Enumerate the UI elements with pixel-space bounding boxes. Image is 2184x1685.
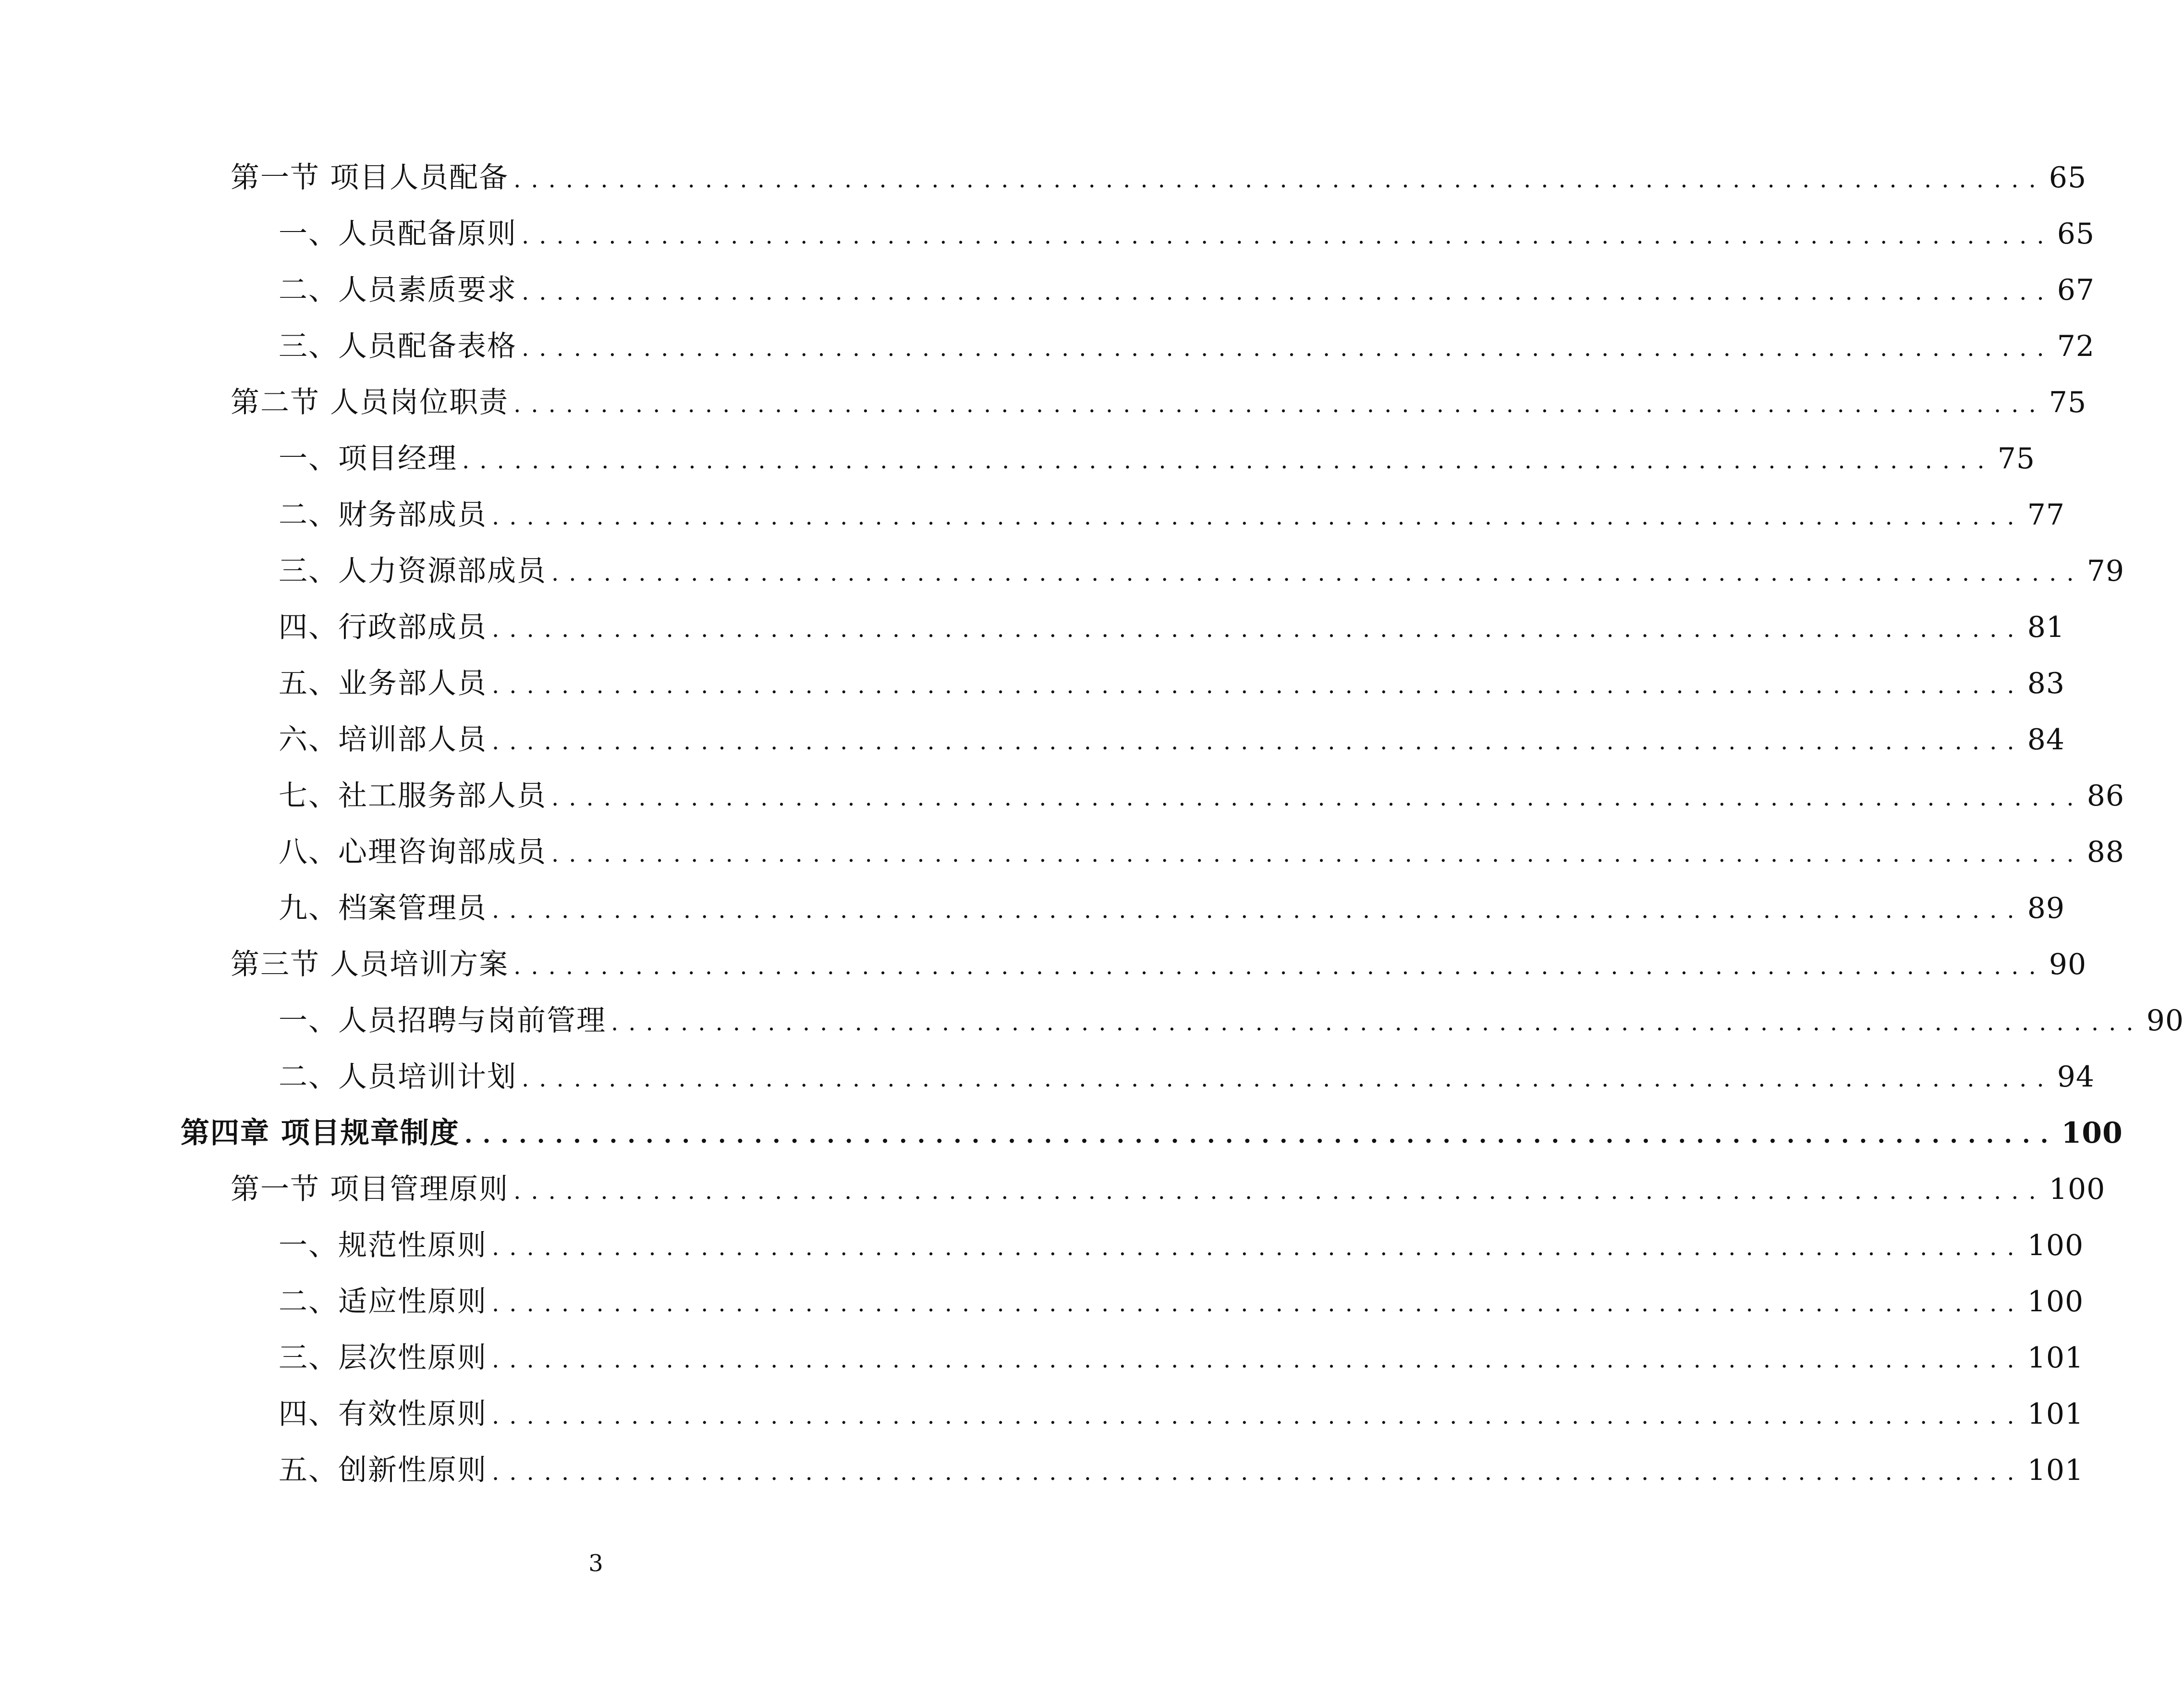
toc-entry-page: 101 — [2027, 1341, 2084, 1375]
toc-entry-title: 六、培训部人员 — [279, 723, 487, 757]
toc-entry[interactable] — [279, 1221, 2084, 1270]
toc-entry-page: 81 — [2027, 611, 2065, 644]
toc-entry-page: 75 — [2049, 386, 2087, 419]
toc-leader-dots: ........................................................................................ — [513, 391, 2046, 418]
toc-leader-dots: ........................................................................................ — [513, 1178, 2046, 1205]
toc-entry-title: 一、规范性原则 — [279, 1229, 487, 1262]
toc-entry[interactable] — [231, 154, 2087, 202]
toc-entry-page: 90 — [2146, 1004, 2184, 1038]
toc-entry-page: 72 — [2057, 330, 2095, 363]
toc-entry[interactable] — [279, 659, 2065, 708]
toc-entry-title: 八、心理咨询部成员 — [279, 835, 547, 869]
toc-entry[interactable] — [279, 1390, 2084, 1438]
toc-entry[interactable] — [279, 1053, 2095, 1101]
toc-entry[interactable] — [279, 1278, 2084, 1326]
toc-entry-page: 79 — [2086, 554, 2125, 588]
toc-entry-page: 101 — [2027, 1397, 2084, 1431]
toc-entry-page: 89 — [2027, 891, 2065, 925]
toc-entry[interactable] — [231, 379, 2087, 427]
toc-entry-title: 第四章 项目规章制度 — [181, 1116, 460, 1150]
toc-entry-title: 二、财务部成员 — [279, 498, 487, 532]
toc-entry-title: 一、项目经理 — [279, 442, 457, 476]
toc-entry[interactable] — [279, 772, 2125, 820]
toc-entry[interactable] — [279, 1446, 2084, 1494]
toc-leader-dots: ........................................................................................ — [492, 672, 2025, 699]
toc-leader-dots: ........................................................................................ — [462, 447, 1995, 474]
toc-entry-page: 77 — [2027, 498, 2065, 532]
toc-entry[interactable] — [279, 997, 2184, 1045]
toc-leader-dots: ........................................................................................ — [492, 728, 2025, 755]
toc-entry-title: 三、人力资源部成员 — [279, 554, 547, 588]
toc-leader-dots: ........................................................................................ — [492, 1346, 2025, 1373]
toc-entry-title: 第一节 项目管理原则 — [231, 1172, 509, 1206]
toc-entry-chapter[interactable] — [181, 1109, 2123, 1157]
toc-entry-title: 二、人员素质要求 — [279, 273, 517, 307]
toc-leader-dots: ........................................................................................ — [492, 1290, 2025, 1317]
toc-entry-page: 90 — [2049, 948, 2087, 981]
toc-leader-dots: ........................................................................................ — [522, 222, 2054, 249]
toc-entry-page: 86 — [2086, 779, 2125, 813]
toc-entry[interactable] — [279, 547, 2125, 595]
toc-entry[interactable] — [279, 210, 2095, 258]
toc-leader-dots: ........................................................................................ — [492, 616, 2025, 643]
toc-leader-dots: ........................................................................................ — [522, 1065, 2054, 1092]
toc-entry-page: 83 — [2027, 667, 2065, 700]
toc-entry[interactable] — [279, 884, 2065, 932]
toc-entry-page: 94 — [2057, 1060, 2095, 1094]
toc-entry-page: 100 — [2049, 1172, 2106, 1206]
toc-entry-title: 一、人员配备原则 — [279, 217, 517, 251]
toc-leader-dots: ........................................................................................ — [551, 784, 2084, 811]
toc-entry-page: 100 — [2027, 1229, 2084, 1262]
toc-entry-page: 65 — [2049, 161, 2087, 195]
toc-entry[interactable] — [279, 603, 2065, 651]
toc-entry[interactable] — [231, 940, 2087, 989]
toc-entry-page: 67 — [2057, 273, 2095, 307]
toc-entry-title: 七、社工服务部人员 — [279, 779, 547, 813]
toc-entry[interactable] — [279, 716, 2065, 764]
toc-entry-title: 四、行政部成员 — [279, 611, 487, 644]
toc-entry-title: 五、业务部人员 — [279, 667, 487, 700]
toc-entry[interactable] — [279, 322, 2095, 370]
toc-entry-title: 四、有效性原则 — [279, 1397, 487, 1431]
toc-entry[interactable] — [279, 435, 2036, 483]
toc-leader-dots: ........................................................................................ — [513, 166, 2046, 193]
toc-entry-title: 九、档案管理员 — [279, 891, 487, 925]
toc-leader-dots: ........................................................................................ — [464, 1122, 2059, 1148]
toc-entry-title: 二、人员培训计划 — [279, 1060, 517, 1094]
toc-leader-dots: ........................................................................................ — [522, 335, 2054, 362]
toc-entry-page: 100 — [2027, 1285, 2084, 1319]
toc-entry-title: 五、创新性原则 — [279, 1453, 487, 1487]
toc-entry-page: 100 — [2061, 1116, 2123, 1150]
page-number: 3 — [588, 1550, 603, 1577]
toc-leader-dots: ........................................................................................ — [492, 1459, 2025, 1486]
toc-leader-dots: ........................................................................................ — [513, 953, 2046, 980]
toc-entry[interactable] — [279, 1334, 2084, 1382]
toc-leader-dots: ........................................................................................ — [522, 279, 2054, 305]
toc-entry-title: 第一节 项目人员配备 — [231, 161, 509, 195]
toc-entry[interactable] — [279, 491, 2065, 539]
toc-entry-title: 二、适应性原则 — [279, 1285, 487, 1319]
toc-leader-dots: ........................................................................................ — [492, 1403, 2025, 1429]
toc-entry-title: 一、人员招聘与岗前管理 — [279, 1004, 606, 1038]
toc-entry[interactable] — [231, 1165, 2106, 1213]
toc-entry-page: 75 — [1997, 442, 2036, 476]
toc-entry-page: 65 — [2057, 217, 2095, 251]
toc-entry-title: 三、层次性原则 — [279, 1341, 487, 1375]
toc-entry-page: 88 — [2086, 835, 2125, 869]
toc-entry[interactable] — [279, 828, 2125, 876]
toc-leader-dots: ........................................................................................ — [492, 503, 2025, 530]
toc-leader-dots: ........................................................................................ — [492, 1234, 2025, 1261]
toc-leader-dots: ........................................................................................ — [611, 1009, 2144, 1036]
toc-leader-dots: ........................................................................................ — [551, 841, 2084, 867]
toc-entry-title: 三、人员配备表格 — [279, 330, 517, 363]
toc-leader-dots: ........................................................................................ — [551, 560, 2084, 586]
toc-entry[interactable] — [279, 266, 2095, 314]
toc-entry-title: 第二节 人员岗位职责 — [231, 386, 509, 419]
toc-leader-dots: ........................................................................................ — [492, 897, 2025, 924]
toc-entry-page: 84 — [2027, 723, 2065, 757]
toc-entry-page: 101 — [2027, 1453, 2084, 1487]
toc-entry-title: 第三节 人员培训方案 — [231, 948, 509, 981]
